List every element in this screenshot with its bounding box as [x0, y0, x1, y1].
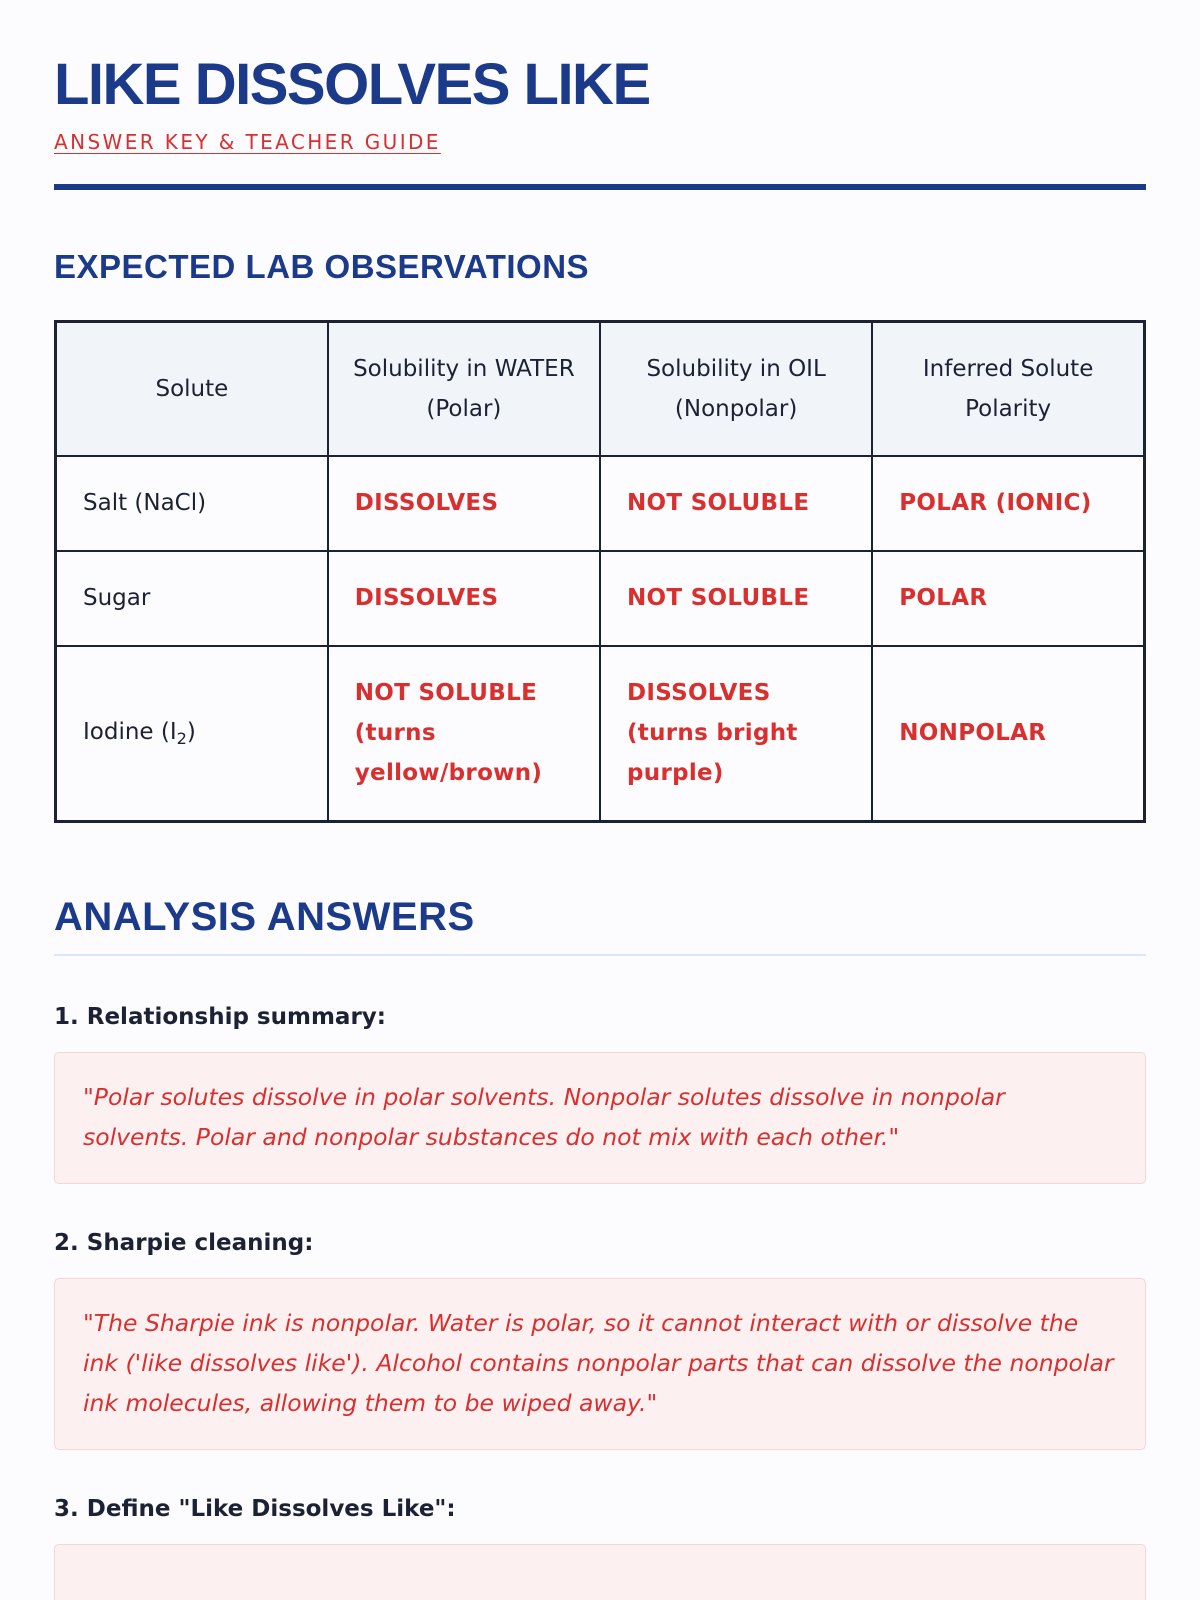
table-row [56, 551, 1145, 646]
analysis-divider [54, 954, 1146, 956]
polarity-cell: POLAR [872, 551, 1144, 646]
subscript: 2 [176, 728, 187, 748]
solute-cell: Sugar [56, 551, 328, 646]
oil-solubility-cell: NOT SOLUBLE [600, 551, 872, 646]
water-solubility-cell: DISSOLVES [328, 456, 600, 551]
solute-cell [56, 646, 328, 822]
question-label: 3. Define "Like Dissolves Like": [54, 1496, 456, 1522]
answer-box: "Polar solutes dissolve in polar solvents. Nonpolar solutes dissolve in nonpolar solvents. Polar and nonpolar substances do not mix with each other." [54, 1052, 1146, 1184]
answer-box [54, 1544, 1146, 1600]
page-subtitle: ANSWER KEY & TEACHER GUIDE [54, 130, 441, 154]
page-title: LIKE DISSOLVES LIKE [54, 52, 650, 117]
water-result: NOT SOLUBLE [354, 680, 538, 707]
polarity-cell: POLAR (IONIC) [872, 456, 1144, 551]
solute-close: ) [186, 718, 196, 745]
analysis-section-title: ANALYSIS ANSWERS [54, 895, 475, 939]
observations-section-title: EXPECTED LAB OBSERVATIONS [54, 248, 590, 285]
question-label: 1. Relationship summary: [54, 1004, 386, 1030]
oil-result: DISSOLVES [627, 680, 771, 707]
oil-solubility-cell: NOT SOLUBLE [600, 456, 872, 551]
answer-box: "The Sharpie ink is nonpolar. Water is polar, so it cannot interact with or dissolve the ink ('like dissolves like'). Alcohol contains nonpolar parts that can dissolve the nonpolar ink molecules, allowing them to be wiped away." [54, 1278, 1146, 1450]
column-header-solute: Solute [56, 322, 328, 456]
table-row [56, 646, 1145, 822]
question-label: 2. Sharpie cleaning: [54, 1230, 314, 1256]
water-note: (turns yellow/brown) [354, 720, 543, 787]
oil-note: (turns bright purple) [627, 720, 798, 787]
header-divider [54, 184, 1146, 190]
column-header-polarity: Inferred Solute Polarity [872, 322, 1144, 456]
observations-table [54, 320, 1146, 823]
column-header-water: Solubility in WATER (Polar) [328, 322, 600, 456]
water-solubility-cell [328, 646, 600, 822]
oil-solubility-cell [600, 646, 872, 822]
solute-cell: Salt (NaCl) [56, 456, 328, 551]
polarity-cell: NONPOLAR [872, 646, 1144, 822]
table-header-row [56, 322, 1145, 456]
solute-name: Iodine (I [83, 718, 177, 745]
table-row [56, 456, 1145, 551]
column-header-oil: Solubility in OIL (Nonpolar) [600, 322, 872, 456]
water-solubility-cell: DISSOLVES [328, 551, 600, 646]
